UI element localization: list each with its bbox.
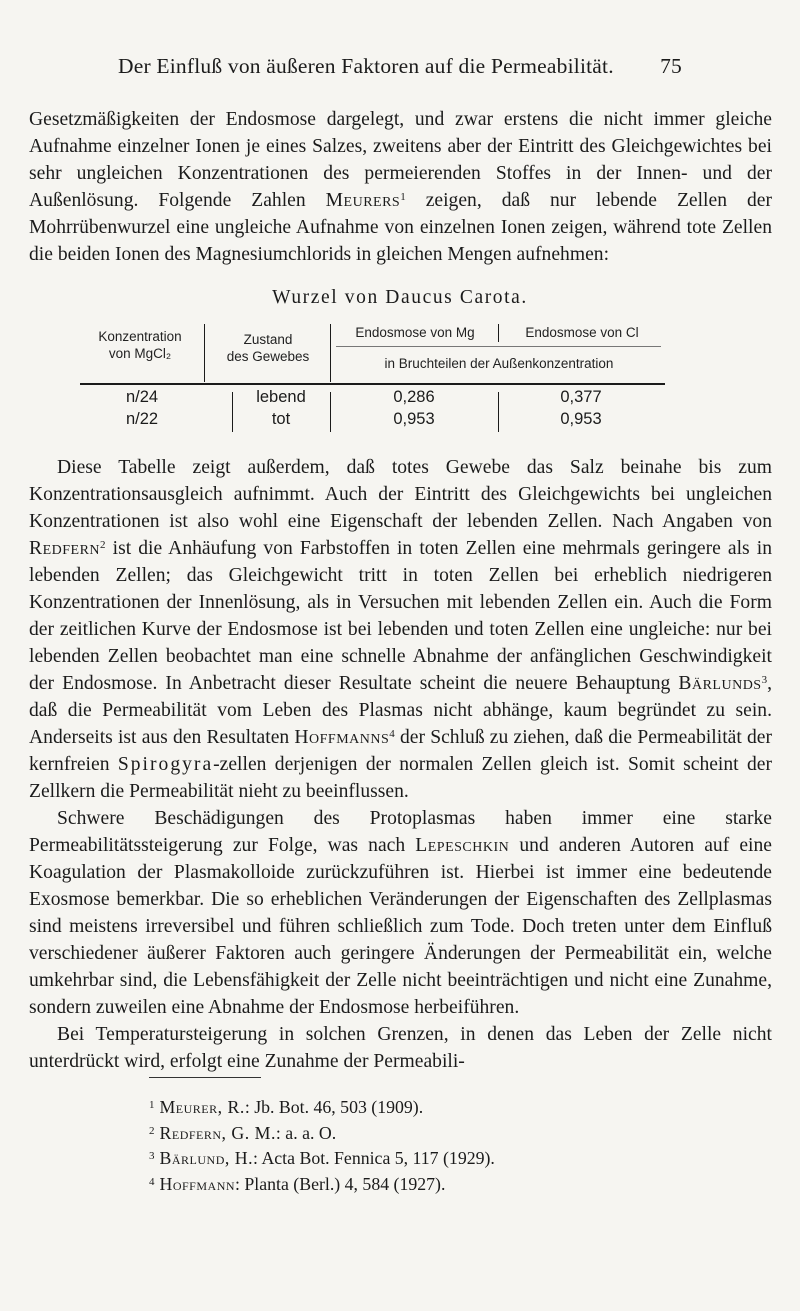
table-divider <box>330 324 331 382</box>
author-name: Redfern <box>29 538 101 559</box>
footnote-ref: 3 <box>761 674 768 686</box>
table-cell-zustand: lebend <box>256 388 306 406</box>
genus-name: Spirogyra <box>117 754 214 775</box>
header-konzentration: Konzentration von MgCl₂ <box>98 329 182 361</box>
author-name: Bärlunds <box>678 673 762 694</box>
data-table <box>80 324 665 444</box>
paragraph-3: Schwere Beschädigungen des Protoplasmas haben immer eine starke Permeabilitätssteigerung zur Folge, was nach Lepeschkin und anderen Autoren auf eine Koagulation der Plasmakolloide zurückzuführen ist. Hierbei ist immer eine bedeutende Exosmose bemerkbar. Die so erheblichen Veränderungen der Eigenschaften des Zellplasmas sind meistens irreversibel und führen schließlich zum Tode. Doch treten unter dem Einfluß verschiedener äußerer Faktoren auch geringere Änderungen der Permeabilität ein, welche umkehrbar sind, die Lebensfähigkeit der Zelle nicht beeinträchtigen und nicht eine Zunahme, sondern zuweilen eine Abnahme der Endosmose herbeiführen. <box>29 808 772 1018</box>
header-unit: in Bruchteilen der Außenkonzentration <box>384 356 614 371</box>
author-name: Hoffmanns <box>294 727 390 748</box>
paragraph-1: Gesetzmäßigkeiten der Endosmose dargelegt, und zwar erstens die nicht immer gleiche Aufnahme einzelner Ionen je eines Salzes, zweitens aber der Eintritt des Gleichgewichtes bei sehr ungleichen Konzentrationen des permeierenden Stoffes in der Innen- und der Außenlösung. Folgende Zahlen Meurers$^1$ zeigen, daß nur lebende Zellen der Mohrrübenwurzel eine ungleiche Aufnahme von einzelnen Ionen zeigen, während tote Zellen die beiden Ionen des Magnesiumchlorids in gleichen Mengen aufnehmen: <box>29 109 772 265</box>
footnotes <box>149 1094 495 1196</box>
running-title: Der Einfluß von äußeren Faktoren auf die Permeabilität. <box>118 54 614 78</box>
footnote: $^3$ Bärlund, H.: Acta Bot. Fennica 5, 117 (1929). <box>149 1148 495 1168</box>
footnote: $^1$ Meurer, R.: Jb. Bot. 46, 503 (1909). <box>149 1097 424 1117</box>
table-header-rule <box>80 383 665 385</box>
table-cell-konzentration: n/24 <box>125 388 159 406</box>
footnote-ref: 1 <box>400 191 406 203</box>
footnote-ref: 2 <box>100 539 106 551</box>
table-cell-konzentration: n/22 <box>125 410 159 428</box>
header-endosmose-cl: Endosmose von Cl <box>525 325 639 340</box>
author-name: Meurers <box>325 190 401 211</box>
table-cell-cl: 0,953 <box>560 410 602 428</box>
header-endosmose-mg: Endosmose von Mg <box>355 325 475 340</box>
footnote: $^4$ Hoffmann: Planta (Berl.) 4, 584 (1927). <box>149 1173 446 1194</box>
table-cell-mg: 0,286 <box>393 388 435 406</box>
footnote-ref: 4 <box>389 728 395 740</box>
footnote-divider <box>149 1077 261 1078</box>
footnote: $^2$ Redfern, G. M.: a. a. O. <box>149 1122 337 1143</box>
table-divider <box>498 324 499 342</box>
paragraph-4: Bei Temperatursteigerung in solchen Grenzen, in denen das Leben der Zelle nicht unterdrückt wird, erfolgt eine Zunahme der Permeabili- <box>29 1024 772 1072</box>
paragraph-2: Diese Tabelle zeigt außerdem, daß totes Gewebe das Salz beinahe bis zum Konzentrationsausgleich aufnimmt. Auch der Eintritt des Gleichgewichts bei ungleichen Konzentrationen ist also wohl eine Eigenschaft der lebenden Zellen. Nach Angaben von Redfern$^2$ ist die Anhäufung von Farbstoffen in toten Zellen eine mehrmals geringere als in lebenden Zellen; das Gleichgewicht tritt in toten Zellen bei erheblich niedrigeren Konzentrationen der Innenlösung, als in Versuchen mit lebenden Zellen ein. Auch die Form der zeitlichen Kurve der Endosmose ist bei lebenden und toten Zellen eine ungleiche: nur bei lebenden Zellen beobachtet man eine schnelle Abnahme der anfänglichen Geschwindigkeit der Endosmose. In Anbetracht dieser Resultate scheint die neuere Behauptung Bärlunds$^3$, daß die Permeabilität vom Leben des Plasmas nicht abhänge, kaum begründet zu sein. Anderseits ist aus den Resultaten Hoffmanns$^4$ der Schluß zu ziehen, daß die Permeabilität der kernfreien Spirogyra-zellen derjenigen der normalen Zellen gleich ist. Somit scheint der Zellkern die Permeabilität nieht zu beeinflussen. Schwere Beschädigungen des Protoplasmas haben immer eine starke Permeabilitätssteigerung zur Folge, was nach Lepeschkin und anderen Autoren auf eine Koagulation der Plasmakolloide zurückzuführen ist. Hierbei ist immer eine bedeutende Exosmose bemerkbar. Die so erheblichen Veränderungen der Eigenschaften des Zellplasmas sind meistens irreversibel und führen schließlich zum Tode. Doch treten unter dem Einfluß verschiedener äußerer Faktoren auch geringere Änderungen der Permeabilität ein, welche umkehrbar sind, die Lebensfähigkeit der Zelle nicht beeinträchtigen und nicht eine Zunahme, sondern zuweilen eine Abnahme der Endosmose herbeiführen. Bei Temperatursteigerung in solchen Grenzen, in denen das Leben der Zelle nicht unterdrückt wird, erfolgt eine Zunahme der Permeabili- <box>29 454 772 1075</box>
table-cell-mg: 0,953 <box>393 410 435 428</box>
table-caption: Wurzel von Daucus Carota. <box>272 287 528 308</box>
table-cell-cl: 0,377 <box>560 388 602 406</box>
header-zustand: Zustand des Gewebes <box>226 332 310 364</box>
page-number: 75 <box>660 54 682 78</box>
table-subrule <box>336 346 661 347</box>
author-name: Lepeschkin <box>415 835 510 856</box>
table-cell-zustand: tot <box>271 410 291 428</box>
